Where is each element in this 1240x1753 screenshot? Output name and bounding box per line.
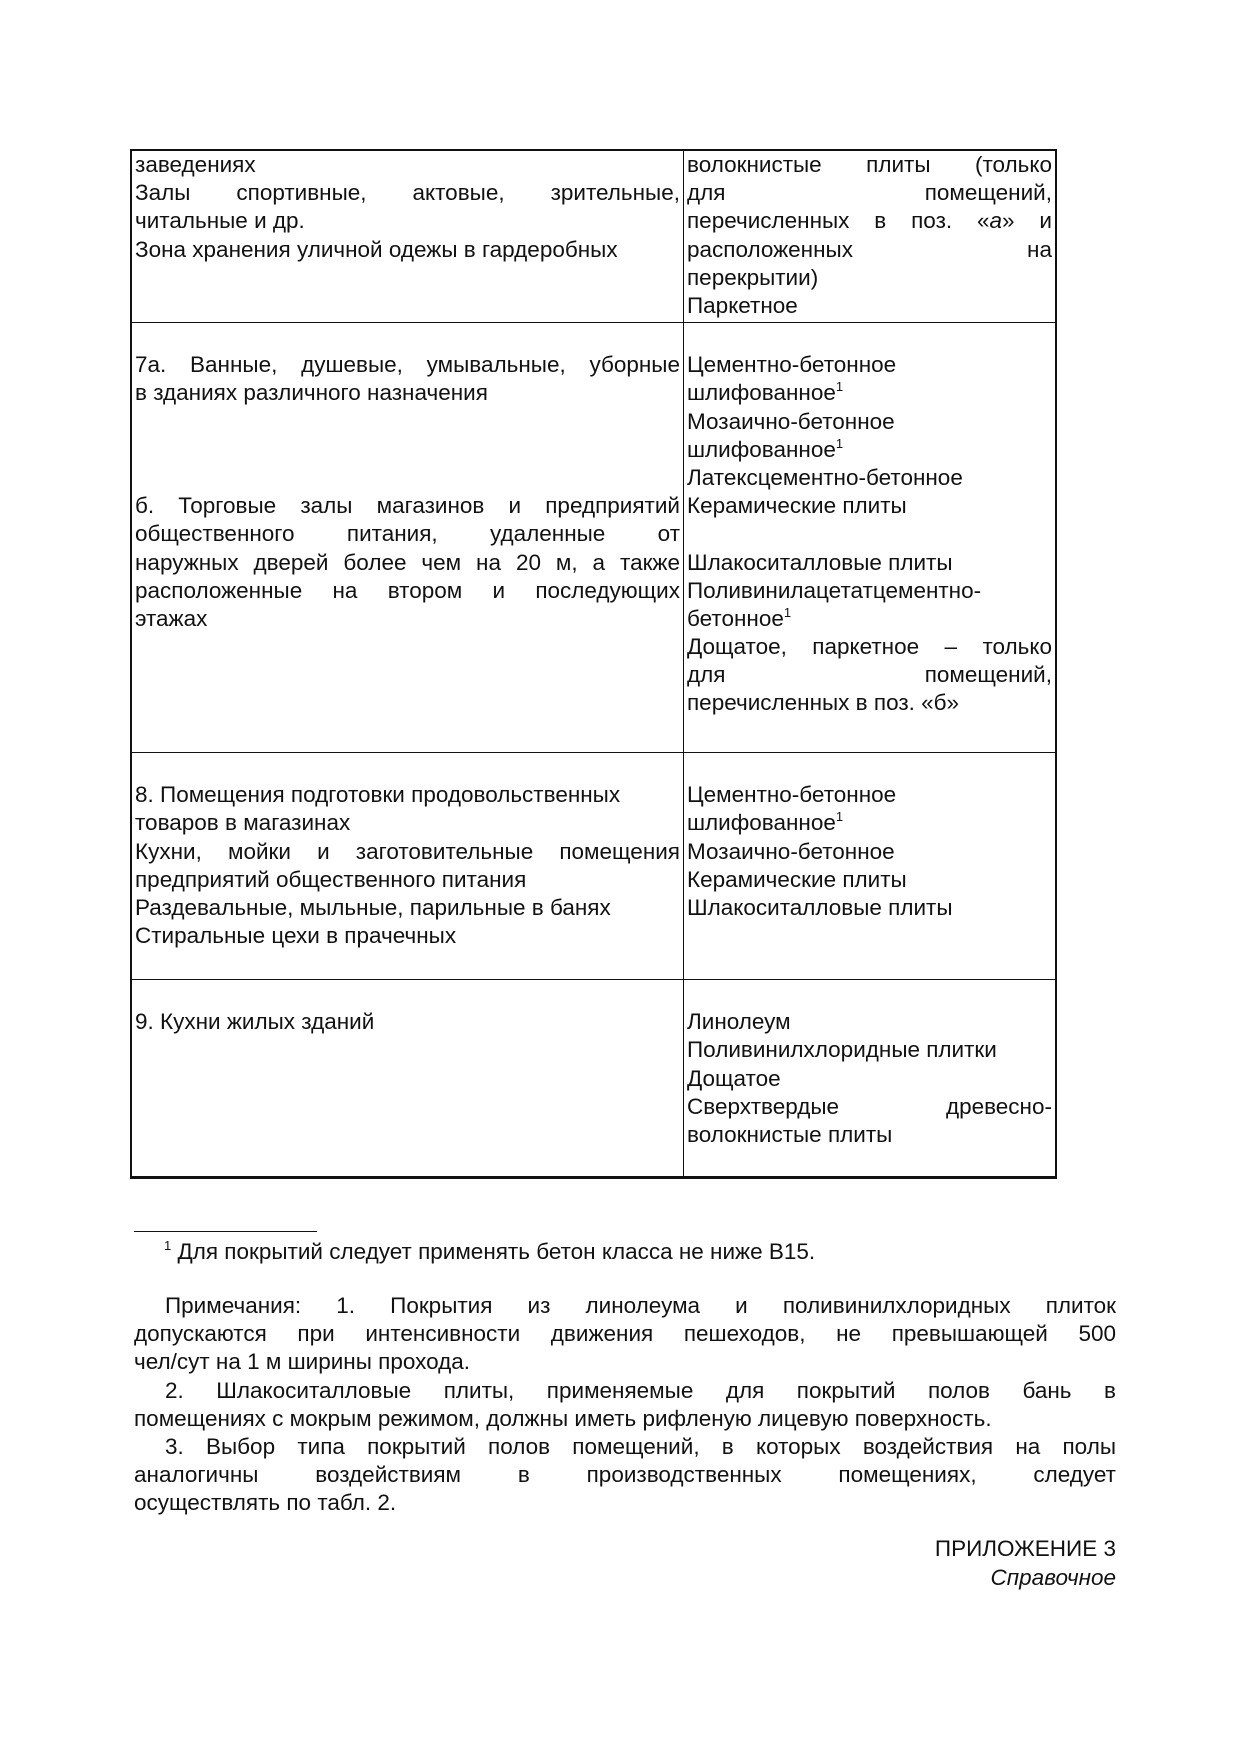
- cell-line: [687, 179, 1052, 207]
- cell-line: [687, 1093, 1052, 1121]
- cell-line-text: Шлакоситалловые плиты: [687, 549, 953, 575]
- note-line: [134, 1405, 1116, 1433]
- floor-covering-cell: [684, 753, 1055, 979]
- cell-line: [687, 1065, 1052, 1093]
- cell-line-text: 7а. Ванные, душевые, умывальные, уборные: [135, 352, 680, 378]
- cell-line: [687, 980, 1052, 1008]
- floor-coverings-table: [130, 149, 1057, 1179]
- cell-line-text: перечисленных в поз. «б»: [687, 690, 960, 716]
- table-row: [132, 753, 1055, 980]
- position-letter: а: [989, 208, 1003, 234]
- cell-line-text: Мозаично-бетонное: [687, 838, 895, 864]
- cell-line: [687, 661, 1052, 689]
- room-type-cell: [132, 151, 684, 322]
- footnote-reference: 1: [835, 379, 844, 395]
- note-line-text: чел/сут на 1 м ширины прохода.: [134, 1349, 471, 1375]
- cell-line: [687, 894, 1052, 922]
- floor-covering-cell: [684, 151, 1055, 322]
- appendix-subtitle: Справочное: [990, 1564, 1116, 1590]
- room-type-cell: [132, 323, 684, 752]
- cell-line-text: 8. Помещения подготовки продовольственных: [135, 782, 621, 808]
- cell-line-text: Цементно-бетонное: [687, 352, 897, 378]
- appendix-heading: [935, 1535, 1116, 1592]
- cell-line: [687, 866, 1052, 894]
- note-line: [134, 1461, 1116, 1489]
- cell-line: [135, 577, 680, 605]
- cell-line: [135, 151, 680, 179]
- cell-line-text: Цементно-бетонное: [687, 782, 897, 808]
- cell-line-text: этажах: [135, 605, 208, 631]
- cell-line-text: общественного питания, удаленные от: [135, 521, 680, 547]
- cell-line: [135, 236, 680, 264]
- cell-line-text: Латексцементно-бетонное: [687, 464, 963, 490]
- table-row: [132, 980, 1055, 1176]
- floor-covering-cell: [684, 323, 1055, 752]
- cell-line: [687, 264, 1052, 292]
- note-line: [134, 1489, 1116, 1517]
- note-line-text: аналогичны воздействиям в производственных помещениях, следует: [134, 1462, 1116, 1488]
- cell-line-text: шлифованное: [687, 436, 836, 462]
- cell-line: [135, 781, 680, 809]
- cell-line-text: Мозаично-бетонное: [687, 408, 895, 434]
- cell-line: [135, 207, 680, 235]
- cell-line-text: заведениях: [135, 152, 256, 177]
- cell-line: [135, 464, 680, 492]
- cell-line: [687, 236, 1052, 264]
- cell-line: [687, 633, 1052, 661]
- footnote-text: Для покрытий следует применять бетон класса не ниже В15.: [177, 1239, 816, 1264]
- cell-line: [135, 323, 680, 351]
- cell-line: [687, 689, 1052, 717]
- cell-line: [687, 520, 1052, 548]
- cell-line: [687, 809, 1052, 837]
- cell-line-text: бетонное: [687, 605, 784, 631]
- cell-line: [135, 408, 680, 436]
- cell-line: [687, 577, 1052, 605]
- cell-line: [687, 351, 1052, 379]
- cell-line: [135, 351, 680, 379]
- note-line: [134, 1433, 1116, 1461]
- cell-line: [135, 379, 680, 407]
- cell-line-text: предприятий общественного питания: [135, 866, 527, 892]
- room-type-cell: [132, 980, 684, 1176]
- cell-line-text: расположенные на втором и последующих: [135, 577, 680, 603]
- note-line: [134, 1320, 1116, 1348]
- cell-line-text: перекрытии): [687, 264, 819, 290]
- cell-line: [687, 207, 1052, 235]
- cell-line-text: перечисленных в поз. «а» и: [687, 208, 1052, 234]
- cell-line-text: Поливинилхлоридные плитки: [687, 1037, 997, 1063]
- cell-line-text: Зона хранения уличной одежы в гардеробных: [135, 236, 618, 262]
- cell-line: [135, 866, 680, 894]
- footnote-reference: 1: [835, 435, 844, 451]
- cell-line-text: Керамические плиты: [687, 493, 907, 519]
- footnote-reference: 1: [835, 809, 844, 825]
- cell-line: [135, 1008, 680, 1036]
- cell-line-text: Раздевальные, мыльные, парильные в банях: [135, 894, 611, 920]
- cell-line-text: б. Торговые залы магазинов и предприятий: [135, 493, 680, 519]
- cell-line: [687, 292, 1052, 320]
- cell-line: [687, 838, 1052, 866]
- cell-line-text: шлифованное: [687, 380, 836, 406]
- cell-line-text: Керамические плиты: [687, 866, 907, 892]
- cell-line: [687, 781, 1052, 809]
- cell-line-text: Стиральные цехи в прачечных: [135, 923, 457, 949]
- table-row: [132, 151, 1055, 323]
- cell-line: [135, 894, 680, 922]
- cell-line-text: Кухни, мойки и заготовительные помещения: [135, 838, 680, 864]
- cell-line: [135, 980, 680, 1008]
- cell-line-text: Залы спортивные, актовые, зрительные,: [135, 180, 680, 206]
- cell-line: [687, 492, 1052, 520]
- cell-line: [135, 492, 680, 520]
- cell-line: [687, 408, 1052, 436]
- footnote: [134, 1238, 1116, 1266]
- cell-line: [135, 179, 680, 207]
- cell-line-text: шлифованное: [687, 810, 836, 836]
- cell-line-text: Дощатое: [687, 1065, 781, 1091]
- note-line-text: Примечания: 1. Покрытия из линолеума и поливинилхлоридных плиток: [165, 1293, 1116, 1318]
- cell-line: [687, 605, 1052, 633]
- footnote-mark: 1: [164, 1238, 172, 1253]
- cell-line-text: для помещений,: [687, 180, 1052, 206]
- note-line-text: помещениях с мокрым режимом, должны иметь рифленую лицевую поверхность.: [134, 1405, 992, 1431]
- footnote-separator: [134, 1231, 317, 1232]
- footnote-reference: 1: [783, 604, 792, 620]
- notes: [134, 1292, 1116, 1518]
- cell-line-text: в зданиях различного назначения: [135, 380, 488, 406]
- note-line-text: допускаются при интенсивности движения пешеходов, не превышающей 500: [134, 1321, 1116, 1347]
- cell-line: [135, 922, 680, 950]
- cell-line-text: товаров в магазинах: [135, 810, 351, 836]
- cell-line-text: Паркетное: [687, 292, 798, 318]
- note-line-text: 2. Шлакоситалловые плиты, применяемые для покрытий полов бань в: [165, 1377, 1116, 1403]
- cell-line-text: Дощатое, паркетное – только: [687, 634, 1052, 660]
- cell-line: [135, 436, 680, 464]
- note-line-text: 3. Выбор типа покрытий полов помещений, в которых воздействия на полы: [165, 1433, 1116, 1459]
- cell-line: [135, 549, 680, 577]
- note-line: [134, 1377, 1116, 1405]
- cell-line: [135, 605, 680, 633]
- table-row: [132, 323, 1055, 753]
- cell-line: [135, 838, 680, 866]
- appendix-title: ПРИЛОЖЕНИЕ 3: [934, 1536, 1116, 1561]
- room-type-cell: [132, 753, 684, 979]
- cell-line-text: Сверхтвердые древесно-: [687, 1093, 1052, 1119]
- cell-line-text: для помещений,: [687, 662, 1052, 688]
- note-line: [134, 1292, 1116, 1320]
- cell-line: [687, 1121, 1052, 1149]
- cell-line-text: Поливинилацетатцементно-: [687, 577, 982, 603]
- cell-line: [687, 753, 1052, 781]
- cell-line-text: расположенных на: [687, 236, 1052, 262]
- cell-line: [687, 549, 1052, 577]
- cell-line-text: Шлакоситалловые плиты: [687, 894, 953, 920]
- cell-line: [687, 1036, 1052, 1064]
- cell-line: [687, 464, 1052, 492]
- cell-line: [687, 151, 1052, 179]
- note-line-text: осуществлять по табл. 2.: [134, 1490, 397, 1516]
- cell-line-text: 9. Кухни жилых зданий: [135, 1009, 375, 1035]
- cell-line-text: читальные и др.: [135, 208, 305, 234]
- cell-line-text: наружных дверей более чем на 20 м, а также: [135, 549, 680, 575]
- note-line: [134, 1348, 1116, 1376]
- cell-line: [135, 520, 680, 548]
- cell-line: [687, 323, 1052, 351]
- floor-covering-cell: [684, 980, 1055, 1176]
- cell-line-text: волокнистые плиты: [687, 1121, 893, 1147]
- cell-line: [135, 809, 680, 837]
- cell-line-text: волокнистые плиты (только: [687, 152, 1052, 177]
- cell-line: [135, 753, 680, 781]
- cell-line: [687, 1008, 1052, 1036]
- cell-line: [687, 436, 1052, 464]
- cell-line: [687, 379, 1052, 407]
- cell-line-text: Линолеум: [687, 1009, 791, 1035]
